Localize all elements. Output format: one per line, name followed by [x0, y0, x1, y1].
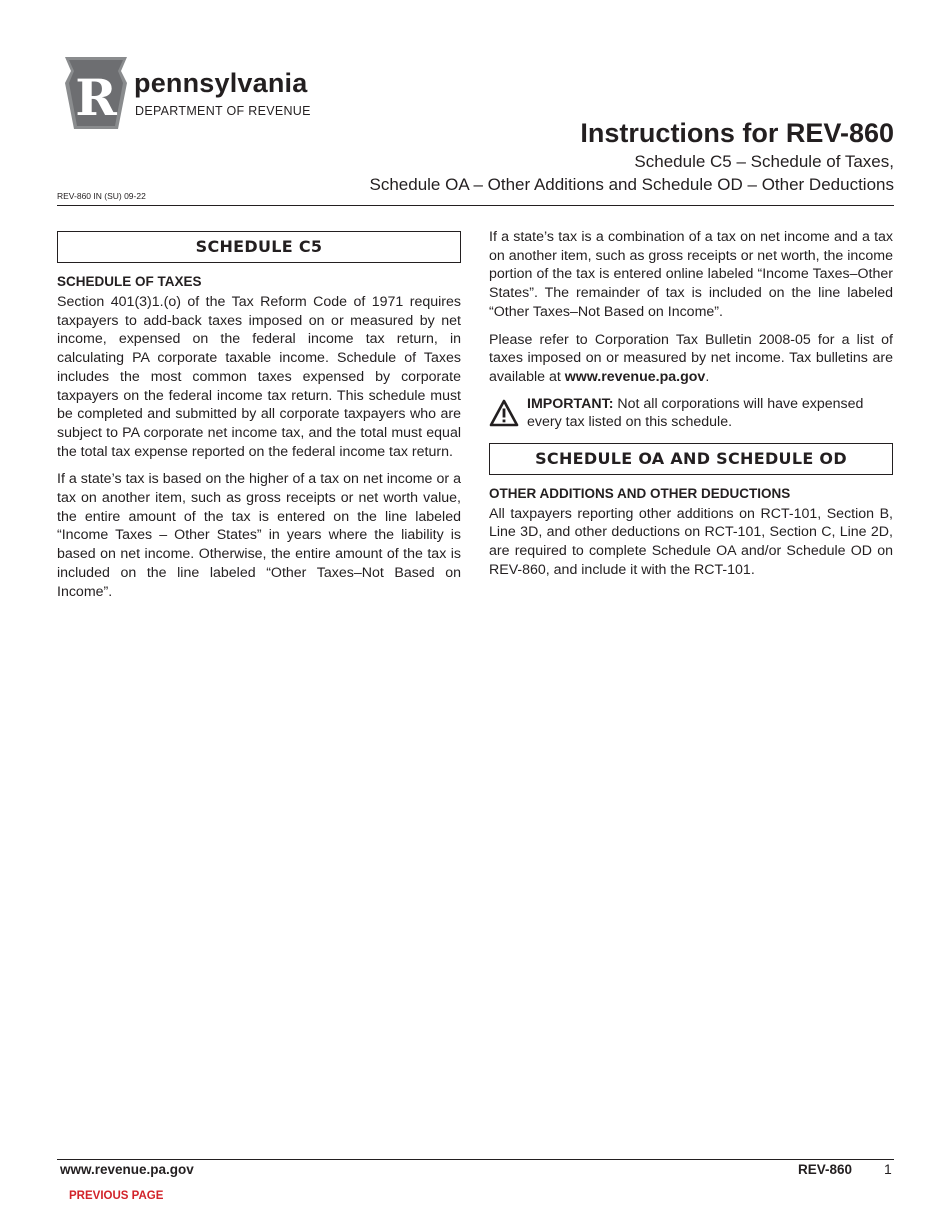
important-notice [489, 395, 893, 431]
important-body: Not all corporations will have expensed every tax listed on this schedule. [527, 395, 864, 430]
paragraph: All taxpayers reporting other additions on RCT-101, Section B, Line 3D, and other deductions on RCT-101, Section C, Line 2D, are required to complete Schedule OA and/or Schedule OD on REV-860, and include it with the RCT-101. [489, 505, 893, 578]
form-code: REV-860 IN (SU) 09-22 [57, 191, 146, 201]
page-subtitle-line2: Schedule OA – Other Additions and Schedule OD – Other Deductions [369, 175, 894, 194]
revenue-website-link[interactable]: www.revenue.pa.gov [564, 368, 706, 385]
footer-form-number: REV-860 [798, 1162, 853, 1177]
section-heading-schedule-oa-od: SCHEDULE OA AND SCHEDULE OD [489, 443, 893, 475]
paragraph: If a state’s tax is a combination of a tax on net income and a tax on another item, such as gross receipts or net worth, the income portion of the tax is entered online labeled “Income Taxes–Other States”. The remainder of tax is included on the line labeled “Other Taxes–Not Based on Income”. [489, 229, 893, 320]
keystone-logo-icon [65, 57, 127, 129]
footer-divider [57, 1159, 894, 1160]
logo-wordmark: pennsylvania [134, 68, 308, 98]
footer-url-link[interactable]: www.revenue.pa.gov [60, 1162, 194, 1177]
paragraph: Section 401(3)1.(o) of the Tax Reform Code of 1971 requires taxpayers to add-back taxes imposed on or measured by net income, expensed on the federal income tax return, in calculating PA corporate taxable income. Schedule of Taxes includes the most common taxes expensed by corporate taxpayers on the federal income tax return. This schedule must be completed and submitted by all corporate taxpayers who are subject to PA corporate net income tax, and the total must equal the total tax expense reported on the federal income tax return. [57, 294, 461, 460]
warning-icon [489, 399, 519, 427]
important-text [527, 395, 893, 431]
paragraph: If a state’s tax is based on the higher of a tax on net income or a tax on another item, such as gross receipts or net worth value, the entire amount of the tax is entered on the line labeled “Income Taxes – Other States” in years where the liability is based on net income. Otherwise, the entire amount of the tax is included on the line labeled “Other Taxes–Not Based on Income”. [57, 471, 461, 600]
logo-mark-letter: R [75, 68, 117, 127]
subheading-other-additions-deductions: OTHER ADDITIONS AND OTHER DEDUCTIONS [489, 485, 791, 501]
paragraph [489, 331, 893, 387]
paragraph-text-end: . [705, 368, 710, 385]
section-heading-schedule-c5: SCHEDULE C5 [57, 231, 461, 263]
paragraph-text: Please refer to Corporation Tax Bulletin 2008-05 for a list of taxes imposed on or measured by net income. Tax bulletins are available at [489, 331, 893, 385]
right-column [489, 228, 893, 579]
important-label: IMPORTANT: [527, 395, 614, 412]
subheading-schedule-of-taxes: SCHEDULE OF TAXES [57, 274, 202, 289]
left-column [57, 231, 461, 601]
logo-department: DEPARTMENT OF REVENUE [135, 104, 311, 118]
page-subtitle-line1: Schedule C5 – Schedule of Taxes, [634, 152, 894, 171]
page-title: Instructions for REV-860 [580, 118, 894, 148]
previous-page-link[interactable]: PREVIOUS PAGE [69, 1190, 164, 1202]
header-divider [57, 205, 894, 206]
footer-page-number: 1 [884, 1161, 892, 1177]
